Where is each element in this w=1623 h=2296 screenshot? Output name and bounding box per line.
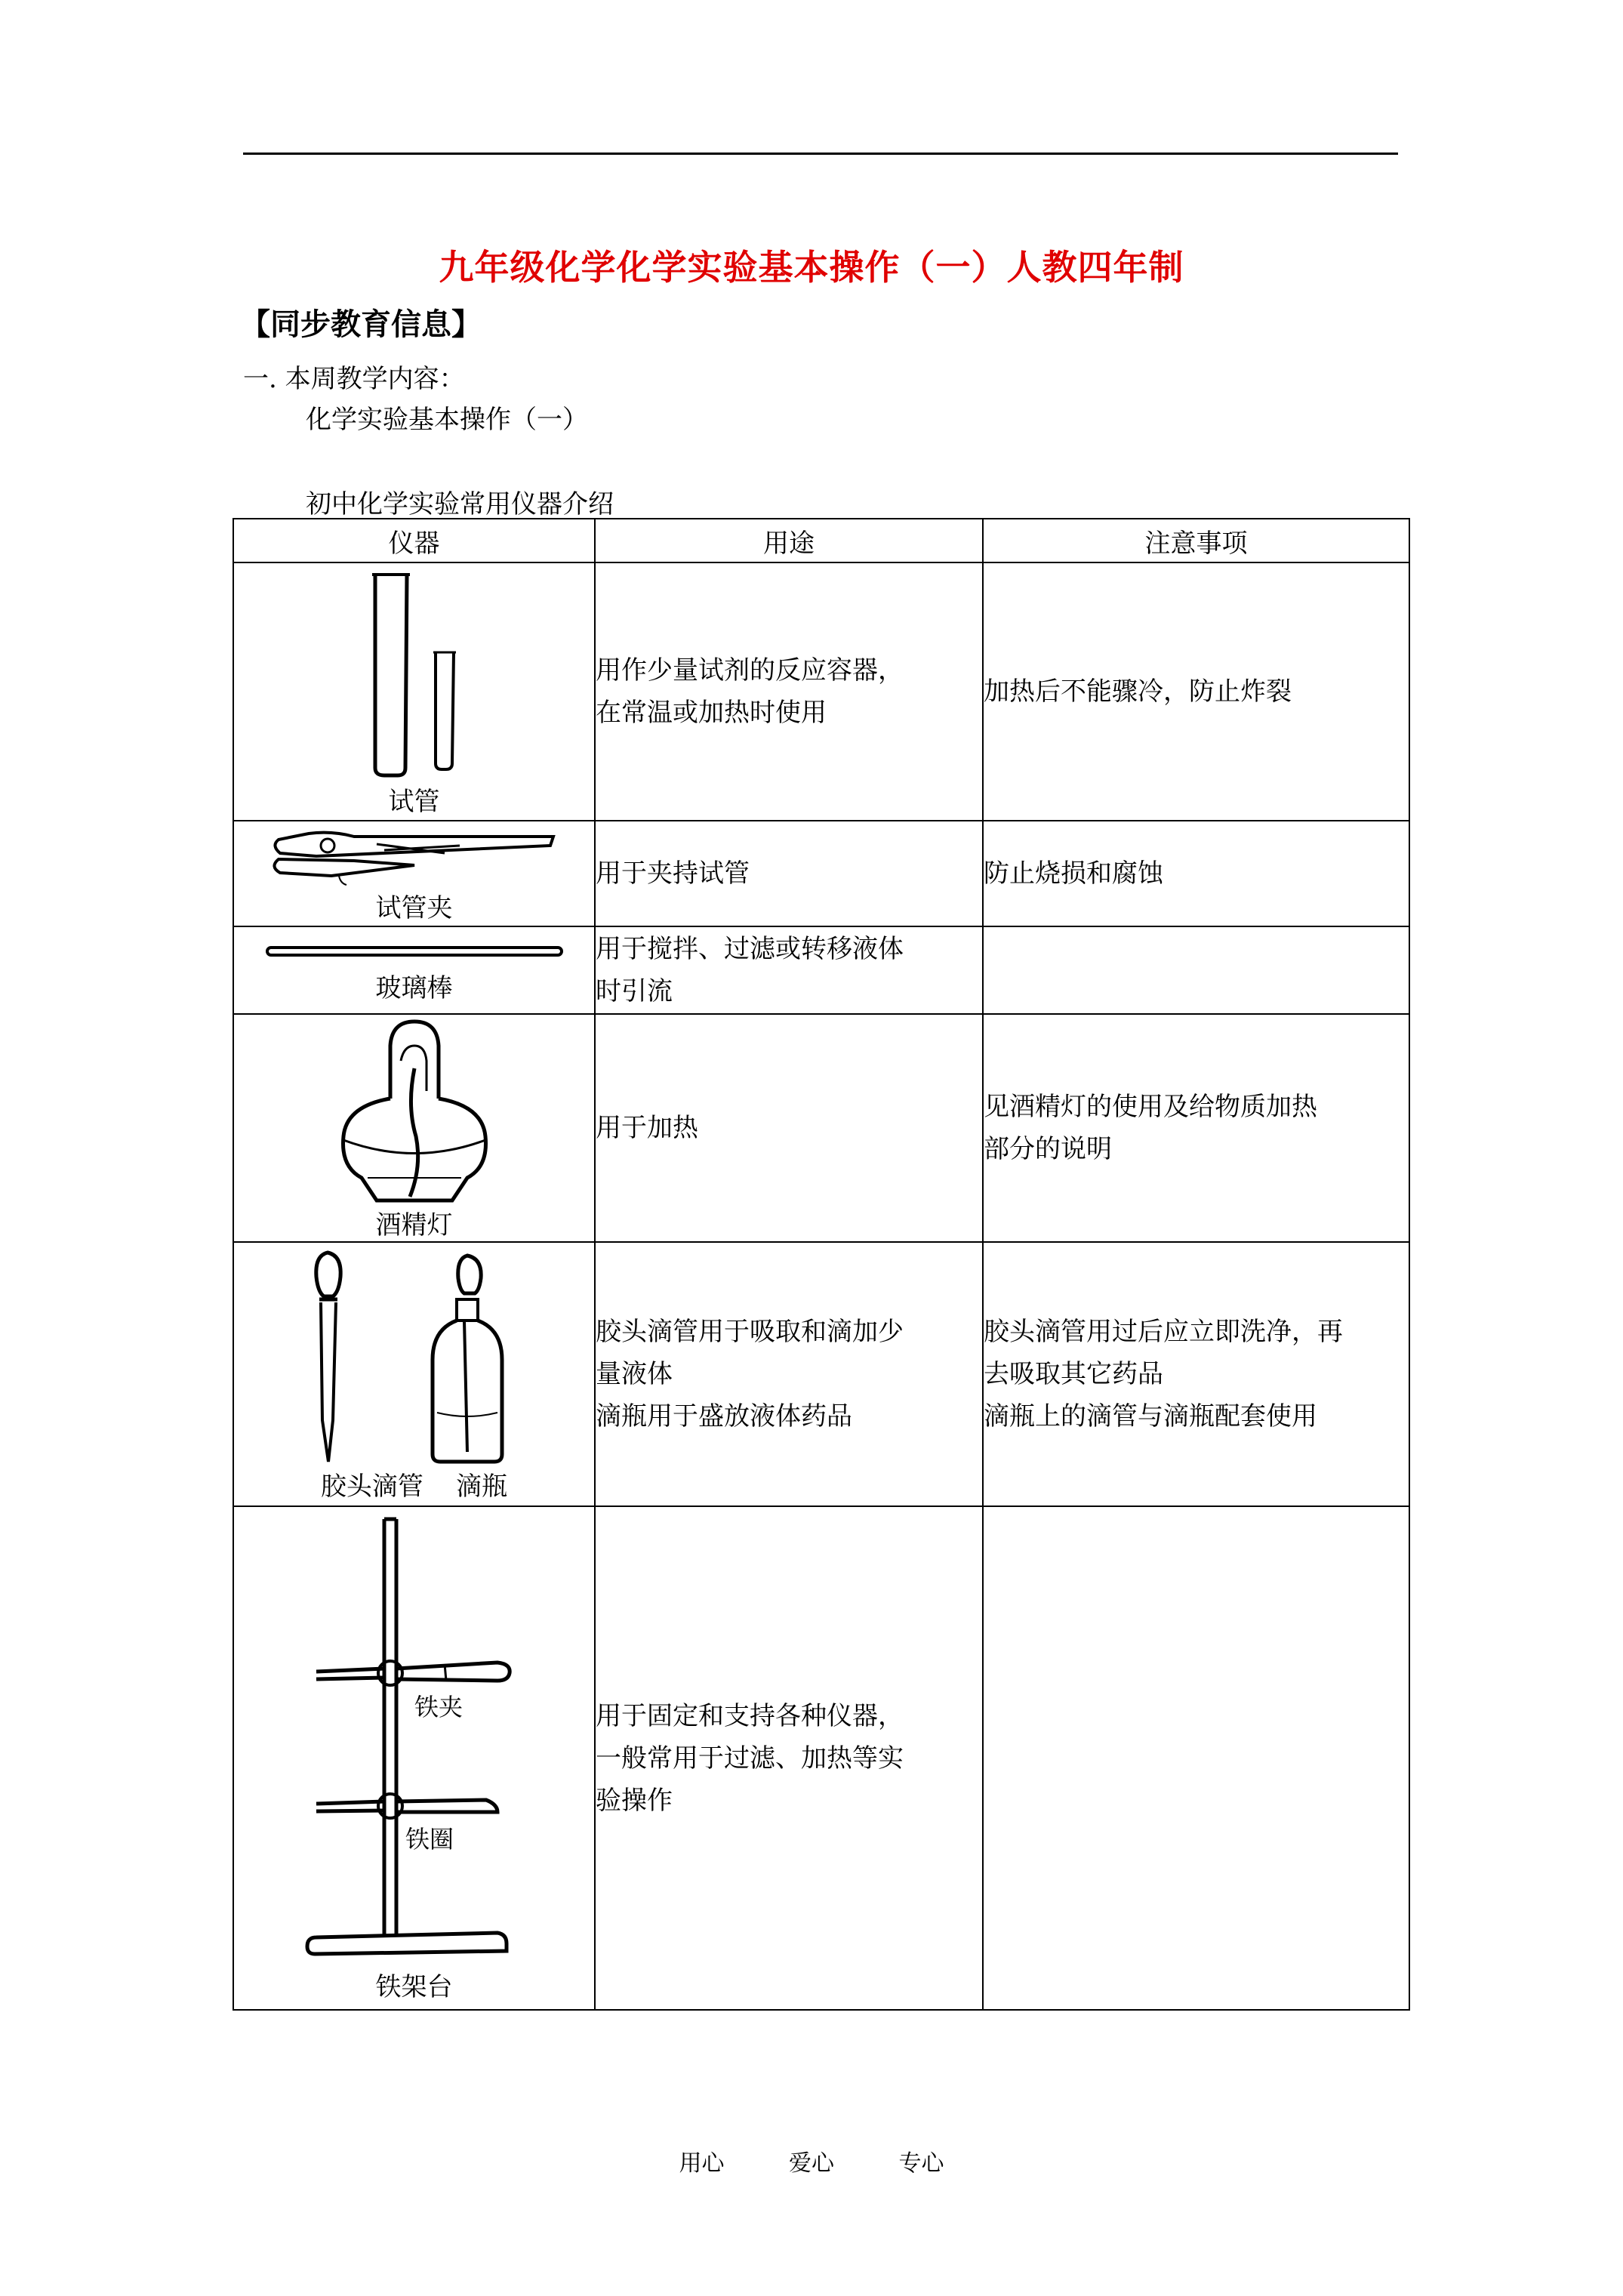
usage-line: 滴瓶用于盛放液体药品 [596, 1401, 852, 1432]
iron-stand-icon [271, 1513, 558, 1966]
notes-line: 滴瓶上的滴管与滴瓶配套使用 [984, 1401, 1317, 1432]
instrument-name: 胶头滴管 滴瓶 [320, 1471, 508, 1502]
usage-cell [595, 926, 983, 1014]
usage-line: 在常温或加热时使用 [596, 698, 827, 728]
instrument-cell [233, 926, 595, 1014]
header-rule [243, 153, 1398, 155]
instrument-cell [233, 562, 595, 821]
usage-cell [595, 1014, 983, 1242]
notes-cell [983, 926, 1409, 1014]
table-row [233, 1014, 1409, 1242]
test-tube-clamp-icon [263, 823, 565, 887]
instrument-cell [233, 821, 595, 926]
usage-line: 量液体 [596, 1359, 673, 1389]
instrument-name: 试管夹 [375, 893, 453, 923]
page-title: 九年级化学化学实验基本操作（一）人教四年制 [439, 247, 1184, 288]
usage-line: 用于加热 [596, 1113, 698, 1143]
notes-cell [983, 1506, 1409, 2010]
notes-cell [983, 562, 1409, 821]
usage-cell [595, 1242, 983, 1506]
table-caption: 初中化学实验常用仪器介绍 [306, 489, 614, 519]
usage-line: 用于夹持试管 [596, 858, 750, 889]
table-row [233, 821, 1409, 926]
table-row [233, 1506, 1409, 2010]
notes-cell [983, 1014, 1409, 1242]
iron-ring-label: 铁圈 [405, 1825, 454, 1854]
content-label: 一. 本周教学内容： [243, 364, 465, 394]
footer-item: 用心 [679, 2150, 725, 2177]
header-notes: 注意事项 [983, 519, 1409, 562]
glass-rod-icon [263, 937, 565, 967]
notes-line: 防止烧损和腐蚀 [984, 858, 1163, 889]
usage-line: 用作少量试剂的反应容器， [596, 655, 904, 686]
usage-line: 时引流 [596, 976, 673, 1006]
instrument-name: 酒精灯 [375, 1210, 453, 1240]
notes-line: 部分的说明 [984, 1134, 1112, 1164]
dropper-and-dropping-bottle-icon [286, 1247, 543, 1465]
table-row [233, 1242, 1409, 1506]
content-topic: 化学实验基本操作（一） [306, 405, 588, 435]
notes-line: 去吸取其它药品 [984, 1359, 1163, 1389]
usage-cell [595, 1506, 983, 2010]
instrument-table [233, 518, 1410, 2011]
notes-cell [983, 821, 1409, 926]
header-instrument: 仪器 [233, 519, 595, 562]
usage-line: 用于固定和支持各种仪器， [596, 1700, 904, 1731]
notes-cell [983, 1242, 1409, 1506]
table-header-row [233, 519, 1409, 562]
usage-line: 一般常用于过滤、加热等实 [596, 1743, 904, 1774]
usage-line: 用于搅拌、过滤或转移液体 [596, 934, 904, 964]
footer-item: 爱心 [789, 2150, 834, 2177]
header-usage: 用途 [595, 519, 983, 562]
section-heading: 【同步教育信息】 [240, 307, 482, 342]
table-row [233, 562, 1409, 821]
usage-cell [595, 821, 983, 926]
instrument-cell [233, 1014, 595, 1242]
notes-line: 见酒精灯的使用及给物质加热 [984, 1092, 1317, 1122]
usage-cell [595, 562, 983, 821]
usage-line: 验操作 [596, 1785, 673, 1816]
page-footer [0, 2144, 1623, 2177]
table-row [233, 926, 1409, 1014]
footer-item: 专心 [898, 2150, 944, 2177]
instrument-name: 玻璃棒 [375, 972, 453, 1003]
alcohol-lamp-icon [331, 1015, 497, 1204]
instrument-cell [233, 1506, 595, 2010]
instrument-name: 铁架台 [375, 1972, 453, 2002]
usage-line: 胶头滴管用于吸取和滴加少 [596, 1317, 904, 1347]
instrument-cell [233, 1242, 595, 1506]
test-tube-icon [339, 566, 490, 781]
instrument-name: 试管 [388, 787, 440, 817]
notes-line: 胶头滴管用过后应立即洗净，再 [984, 1317, 1343, 1347]
iron-clamp-label: 铁夹 [414, 1693, 463, 1721]
notes-line: 加热后不能骤冷，防止炸裂 [984, 676, 1292, 707]
